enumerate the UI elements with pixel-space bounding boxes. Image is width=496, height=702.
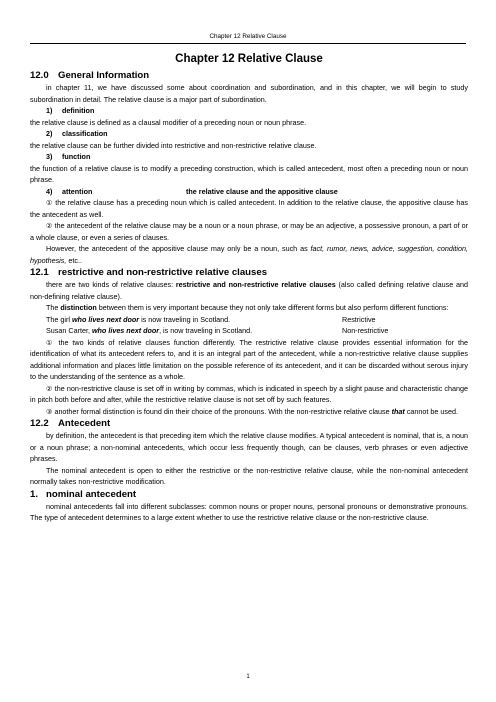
paragraph: the function of a relative clause is to modify a preceding construction, which is called antecedent, most often a preceding noun or noun phrase. xyxy=(30,163,468,184)
paragraph: ① the relative clause has a preceding noun which is called antecedent. In addition to the relative clause, the appositive clause has the antecedent as well. xyxy=(30,198,468,219)
example-tag: Non-restrictive xyxy=(342,326,389,335)
bold-italic-run: that xyxy=(391,406,405,416)
running-head: Chapter 12 Relative Clause xyxy=(209,33,287,40)
paragraph: ① the two kinds of relative clauses function differently. The restrictive relative clause provides essential information for the identification of what its antecedent refers to, and it is an integral part of the antecedent, while a non-restrictive relative clause supplies additional information and places little limitation on the possible reference of its antecedent, and it can be discarded without serous injury to the understanding of the sentence as a whole. xyxy=(30,337,468,381)
header-rule xyxy=(30,43,466,44)
item-number: 3) xyxy=(46,152,53,161)
section-title: nominal antecedent xyxy=(46,488,137,500)
bold-italic-run: who lives next door xyxy=(91,326,160,335)
example-restrictive xyxy=(46,314,468,326)
text-run: The xyxy=(46,303,61,312)
bold-run: restrictive and non-restrictive relative clauses xyxy=(175,280,336,289)
section-heading-12-0 xyxy=(30,69,468,82)
paragraph: nominal antecedents fall into different subclasses: common nouns or proper nouns, personal pronouns or demonstrative pronouns. The type of antecedent determines to a large extent whether to use the restrictive relative clause or the non-restrictive clause. xyxy=(30,501,468,522)
chapter-title: Chapter 12 Relative Clause xyxy=(175,53,323,65)
item-label: attention xyxy=(62,186,93,196)
section-heading-nominal-antecedent xyxy=(30,488,468,501)
section-title: restrictive and non-restrictive relative clauses xyxy=(58,267,268,278)
section-title: Antecedent xyxy=(58,418,111,429)
paragraph xyxy=(30,279,468,302)
paragraph: The nominal antecedent is open to either the restrictive or the non-restrictive relative clause, while the non-nominal antecedent normally takes non-restrictive modification. xyxy=(30,465,468,486)
paragraph: ② the non-restrictive clause is set off in writing by commas, which is indicated in speech by a slight pause and characteristic change in pitch both before and after, while the restrictive relative clause is not set off by such features. xyxy=(30,383,468,404)
text-run: (also called defining relative clause and non-defining relative clause). xyxy=(30,280,468,301)
section-number: 12.1 xyxy=(30,267,49,278)
text-run: cannot be used. xyxy=(404,406,458,416)
text-run: However, the antecedent of the appositive clause may only be a noun, such as xyxy=(46,244,311,253)
text-run: is now traveling in Scotland. xyxy=(139,314,231,324)
section-heading-12-2 xyxy=(30,417,468,430)
text-run: Susan Carter, xyxy=(46,326,92,335)
paragraph xyxy=(30,302,468,314)
item-number: 2) xyxy=(46,129,53,138)
text-run: , is now traveling in Scotland. xyxy=(159,326,253,335)
section-number: 12.0 xyxy=(30,70,49,81)
section-number: 12.2 xyxy=(30,418,49,429)
bold-italic-run: who lives next door xyxy=(71,314,140,324)
text-run: there are two kinds of relative clauses: xyxy=(46,280,176,289)
subheading-classification xyxy=(46,128,468,140)
section-heading-12-1 xyxy=(30,266,468,279)
section-number: 1. xyxy=(30,488,39,500)
italic-run: fact, rumor, news, advice, suggestion, condition, hypothesis, xyxy=(30,244,468,265)
section-title: General Information xyxy=(58,70,150,81)
subheading-attention xyxy=(46,186,468,198)
paragraph xyxy=(30,406,468,418)
paragraph: in chapter 11, we have discussed some about coordination and subordination, and in this chapter, we will begin to study subordination in detail. The relative clause is a major part of subordination. xyxy=(30,83,468,104)
bold-run: distinction xyxy=(60,303,97,312)
item-label: definition xyxy=(62,106,95,115)
item-number: 1) xyxy=(46,106,53,115)
text-run: ③ another formal distinction is found din their choice of the pronouns. With the non-restrictive relative clause xyxy=(46,406,392,416)
text-run: etc.. xyxy=(66,255,82,265)
page-content xyxy=(30,52,468,524)
paragraph: ② the antecedent of the relative clause may be a noun or a noun phrase, or may be an adjective, a possessive pronoun, a part of or a whole clause, or even a series of clauses. xyxy=(30,221,468,242)
item-number: 4) xyxy=(46,186,53,196)
page-number: 1 xyxy=(246,674,250,680)
text-run: between them is very important because they not only take different forms but also perform different functions: xyxy=(96,303,449,312)
example-tag: Restrictive xyxy=(342,314,376,324)
subheading-function xyxy=(46,151,468,163)
paragraph: the relative clause is defined as a clausal modifier of a preceding noun or noun phrase. xyxy=(30,117,307,127)
item-topic: the relative clause and the appositive clause xyxy=(186,186,338,196)
paragraph: by definition, the antecedent is that preceding item which the relative clause modifies. A typical antecedent is nominal, that is, a noun or a noun phrase; a non-nominal antecedents, which occur less frequently though, can be clauses, verb phrases or even adjective phrases. xyxy=(30,431,468,463)
item-label: classification xyxy=(62,129,108,138)
subheading-definition xyxy=(46,105,468,117)
item-label: function xyxy=(62,152,91,161)
example-non-restrictive xyxy=(46,325,468,337)
paragraph xyxy=(30,243,468,266)
text-run: The girl xyxy=(46,314,72,324)
paragraph: the relative clause can be further divided into restrictive and non-restrictive relative clause. xyxy=(30,140,317,150)
